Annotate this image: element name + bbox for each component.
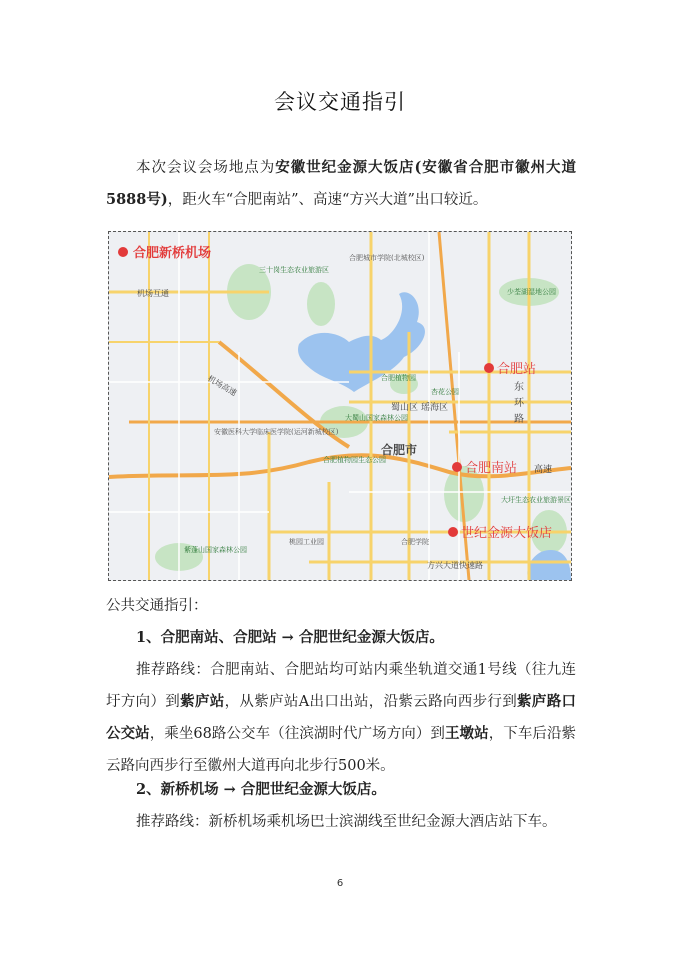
hefei-south-label: 合肥南站 xyxy=(465,461,518,476)
route1-p3: ，乘坐68路公交车（往滨湖时代广场方向）到 xyxy=(149,726,445,742)
route2-heading: 2、新桥机场 → 合肥世纪金源大饭店。 xyxy=(136,781,386,798)
route1-text xyxy=(106,654,576,782)
intro-prefix: 本次会议会场地点为 xyxy=(136,160,276,176)
route1-p4: ，下车后沿紫云路向西步行至徽州大道再向北步行500米。 xyxy=(106,726,577,774)
hefei-station-label: 合肥站 xyxy=(497,362,537,377)
poi-label: 合肥植物园生态公园 xyxy=(323,456,386,464)
route1-stop1: 紫庐站 xyxy=(180,693,225,710)
route1-stop2: 紫庐路口公交站 xyxy=(106,693,577,742)
route1-heading: 1、合肥南站、合肥站 → 合肥世纪金源大饭店。 xyxy=(136,629,444,646)
poi-label: 大蜀山国家森林公园 xyxy=(345,414,408,422)
pin-icon xyxy=(448,527,458,537)
route1-stop3: 王墩站 xyxy=(444,725,489,742)
page-number: 6 xyxy=(336,878,344,889)
ring-road-label: 东 xyxy=(514,382,524,393)
ring-road-label: 环 xyxy=(514,398,524,409)
location-map[interactable] xyxy=(108,231,572,581)
venue-address: 安徽世纪金源大饭店(安徽省合肥市徽州大道5888号) xyxy=(106,159,577,208)
hotel-label: 世纪金源大饭店 xyxy=(461,526,553,541)
pin-icon xyxy=(452,462,462,472)
poi-label: 三十岗生态农业旅游区 xyxy=(259,266,329,274)
page-title: 会议交通指引 xyxy=(274,90,406,114)
pin-icon xyxy=(118,247,128,257)
poi-label: 桃园工业园 xyxy=(289,538,324,546)
intro-paragraph xyxy=(106,152,576,216)
poi-label: 合肥城市学院(北城校区) xyxy=(349,254,425,262)
public-transit-label: 公共交通指引： xyxy=(106,598,208,614)
road-label: 方兴大道快速路 xyxy=(427,561,483,570)
poi-label: 少荃湖湿地公园 xyxy=(507,288,556,296)
poi-label: 杏花公园 xyxy=(431,388,459,396)
intro-suffix: ，距火车“合肥南站”、高速“方兴大道”出口较近。 xyxy=(167,192,488,208)
poi-label: 紫蓬山国家森林公园 xyxy=(184,546,247,554)
road-label: 机场高速 xyxy=(206,373,239,398)
route1-p1: 推荐路线：合肥南站、合肥站均可站内乘坐轨道交通1号线（往九连圩方向）到 xyxy=(106,662,576,710)
route2-text: 推荐路线：新桥机场乘机场巴士滨湖线至世纪金源大酒店站下车。 xyxy=(136,814,557,830)
poi-label: 合肥植物园 xyxy=(381,374,416,382)
ring-road-label: 路 xyxy=(514,414,524,425)
hotel-pin[interactable] xyxy=(448,525,552,541)
pin-icon xyxy=(484,363,494,373)
road-label: 机场互通 xyxy=(137,289,169,298)
poi-label: 安徽医科大学临床医学院(运河新城校区) xyxy=(214,428,339,436)
poi-label: 大圩生态农业旅游景区 xyxy=(501,496,571,504)
city-label: 合肥市 xyxy=(381,443,418,457)
park-area xyxy=(307,282,335,326)
poi-label: 合肥学院 xyxy=(401,538,429,546)
gaotie-label: 高速 xyxy=(534,465,553,475)
airport-label: 合肥新桥机场 xyxy=(133,246,212,261)
district-label: 蜀山区 xyxy=(391,403,419,413)
route1-p2: ，从紫庐站A出口出站，沿紫云路向西步行到 xyxy=(224,694,518,710)
district-label: 瑶海区 xyxy=(421,403,449,413)
